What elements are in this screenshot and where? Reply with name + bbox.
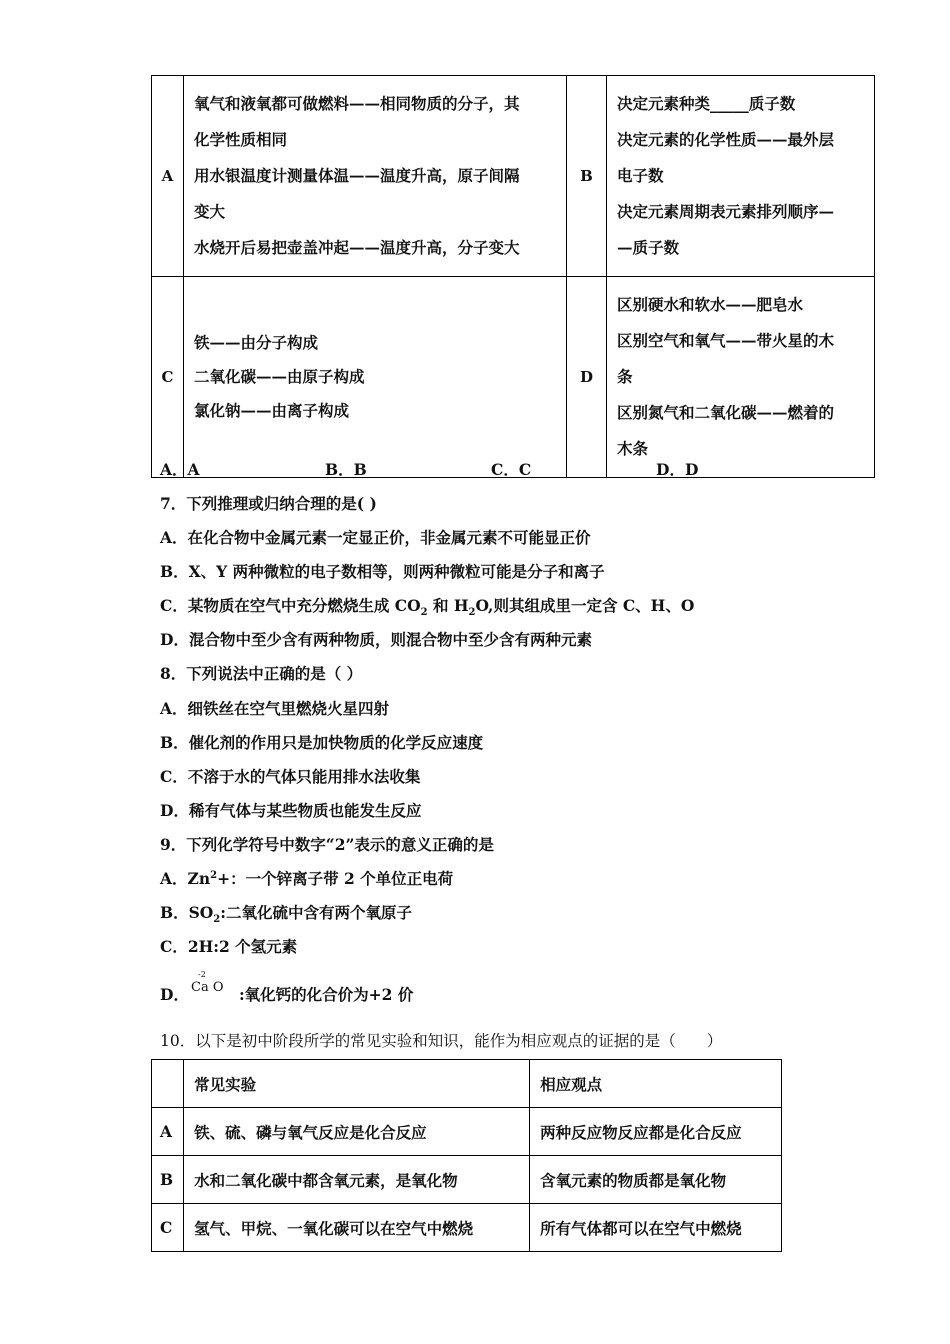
q10-header-cell: 常见实验 <box>184 1060 530 1108</box>
table-row <box>152 1204 782 1252</box>
option-a-line: 变大 <box>194 202 226 221</box>
options-table <box>151 75 875 478</box>
q10-table <box>151 1059 782 1252</box>
q7-stem: 7．下列推理或归纳合理的是( ) <box>160 494 377 513</box>
q8-option-a: A．细铁丝在空气里燃烧火星四射 <box>160 699 390 718</box>
q9-option-b <box>160 901 412 925</box>
option-a-line: 水烧开后易把壶盖冲起——温度升高，分子变大 <box>194 238 520 257</box>
option-letter-d: D <box>567 277 607 478</box>
cao-symbol: Ca O <box>191 980 224 995</box>
q9-stem: 9．下列化学符号中数字“2”表示的意义正确的是 <box>160 835 494 854</box>
q7-c-sub: 2 <box>420 607 428 619</box>
q9-b-text: :二氧化硫中含有两个氧原子 <box>220 903 412 922</box>
q10-stem: 10．以下是初中阶段所学的常见实验和知识，能作为相应观点的证据的是（ ） <box>160 1032 723 1050</box>
q10-header-cell: 相应观点 <box>530 1060 782 1108</box>
q8-stem: 8．下列说法中正确的是（ ） <box>160 664 363 683</box>
option-b-line: 决定元素周期表元素排列顺序— <box>617 202 835 221</box>
q10-cell: 铁、硫、磷与氧气反应是化合反应 <box>184 1108 530 1156</box>
option-content-d <box>607 277 875 478</box>
option-c-line: 铁——由分子构成 <box>194 333 319 352</box>
option-c-line: 氯化钠——由离子构成 <box>194 401 350 420</box>
option-c-line: 二氧化碳——由原子构成 <box>194 367 365 386</box>
q8-option-c: C．不溶于水的气体只能用排水法收集 <box>160 767 421 786</box>
q9-a-text: A．Zn <box>160 869 211 888</box>
q6-option-a: A．A <box>160 460 200 479</box>
option-b-line: 决定元素的化学性质——最外层 <box>617 130 835 149</box>
option-d-line: 条 <box>617 367 633 386</box>
q10-cell: 水和二氧化碳中都含氧元素，是氧化物 <box>184 1156 530 1204</box>
option-content-c <box>184 277 567 478</box>
q7-option-c <box>160 594 694 618</box>
q9-b-sub: 2 <box>213 914 221 926</box>
q8-option-d: D．稀有气体与某些物质也能发生反应 <box>160 801 422 820</box>
q7-option-a: A．在化合物中金属元素一定显正价，非金属元素不可能显正价 <box>160 528 591 547</box>
q9-b-text: B．SO <box>160 903 214 922</box>
q10-cell: 氢气、甲烷、一氧化碳可以在空气中燃烧 <box>184 1204 530 1252</box>
option-d-line: 区别氮气和二氧化碳——燃着的 <box>617 403 835 422</box>
q7-option-b: B．X、Y 两种微粒的电子数相等，则两种微粒可能是分子和离子 <box>160 562 605 581</box>
option-d-line: 区别空气和氧气——带火星的木 <box>617 331 835 350</box>
cao-valence: -2 <box>198 970 206 979</box>
q10-row-label: C <box>152 1204 184 1252</box>
option-content-b <box>607 76 875 277</box>
option-a-line: 化学性质相同 <box>194 130 288 149</box>
q10-row-label: B <box>152 1156 184 1204</box>
option-a-line: 用水银温度计测量体温——温度升高，原子间隔 <box>194 166 520 185</box>
q9-d-label: D． <box>160 985 189 1004</box>
q6-option-c: C．C <box>491 460 532 479</box>
q6-option-d: D．D <box>656 460 699 479</box>
option-b-line: 决定元素种类_____质子数 <box>617 94 796 113</box>
q9-option-a <box>160 867 453 889</box>
option-a-line: 氧气和液氧都可做燃料——相同物质的分子，其 <box>194 94 520 113</box>
q10-cell: 含氧元素的物质都是氧化物 <box>530 1156 782 1204</box>
q10-cell: 所有气体都可以在空气中燃烧 <box>530 1204 782 1252</box>
option-d-line: 木条 <box>617 439 649 458</box>
q7-c-text: C．某物质在空气中充分燃烧生成 CO <box>160 596 421 615</box>
option-b-line: —质子数 <box>617 238 680 257</box>
q9-option-c: C．2H:2 个氢元素 <box>160 937 298 956</box>
q7-c-sub: 2 <box>468 607 476 619</box>
option-d-line: 区别硬水和软水——肥皂水 <box>617 295 804 314</box>
option-letter-c: C <box>152 277 184 478</box>
q7-c-text: 和 H <box>427 596 469 615</box>
q10-row-label: A <box>152 1108 184 1156</box>
q9-a-sup: 2 <box>210 869 218 881</box>
q8-option-b: B．催化剂的作用只是加快物质的化学反应速度 <box>160 733 484 752</box>
q10-cell: 两种反应物反应都是化合反应 <box>530 1108 782 1156</box>
q9-d-text: :氧化钙的化合价为+2 价 <box>238 985 414 1004</box>
q10-header-cell <box>152 1060 184 1108</box>
table-row <box>152 1156 782 1204</box>
option-b-line: 电子数 <box>617 166 664 185</box>
q6-option-b: B．B <box>325 460 367 479</box>
option-letter-a: A <box>152 76 184 277</box>
option-content-a <box>184 76 567 277</box>
table-row <box>152 1108 782 1156</box>
q7-c-text: O,则其组成里一定含 C、H、O <box>475 596 695 615</box>
q7-option-d: D．混合物中至少含有两种物质，则混合物中至少含有两种元素 <box>160 630 592 649</box>
q9-a-text: +：一个锌离子带 2 个单位正电荷 <box>217 869 454 888</box>
option-letter-b: B <box>567 76 607 277</box>
